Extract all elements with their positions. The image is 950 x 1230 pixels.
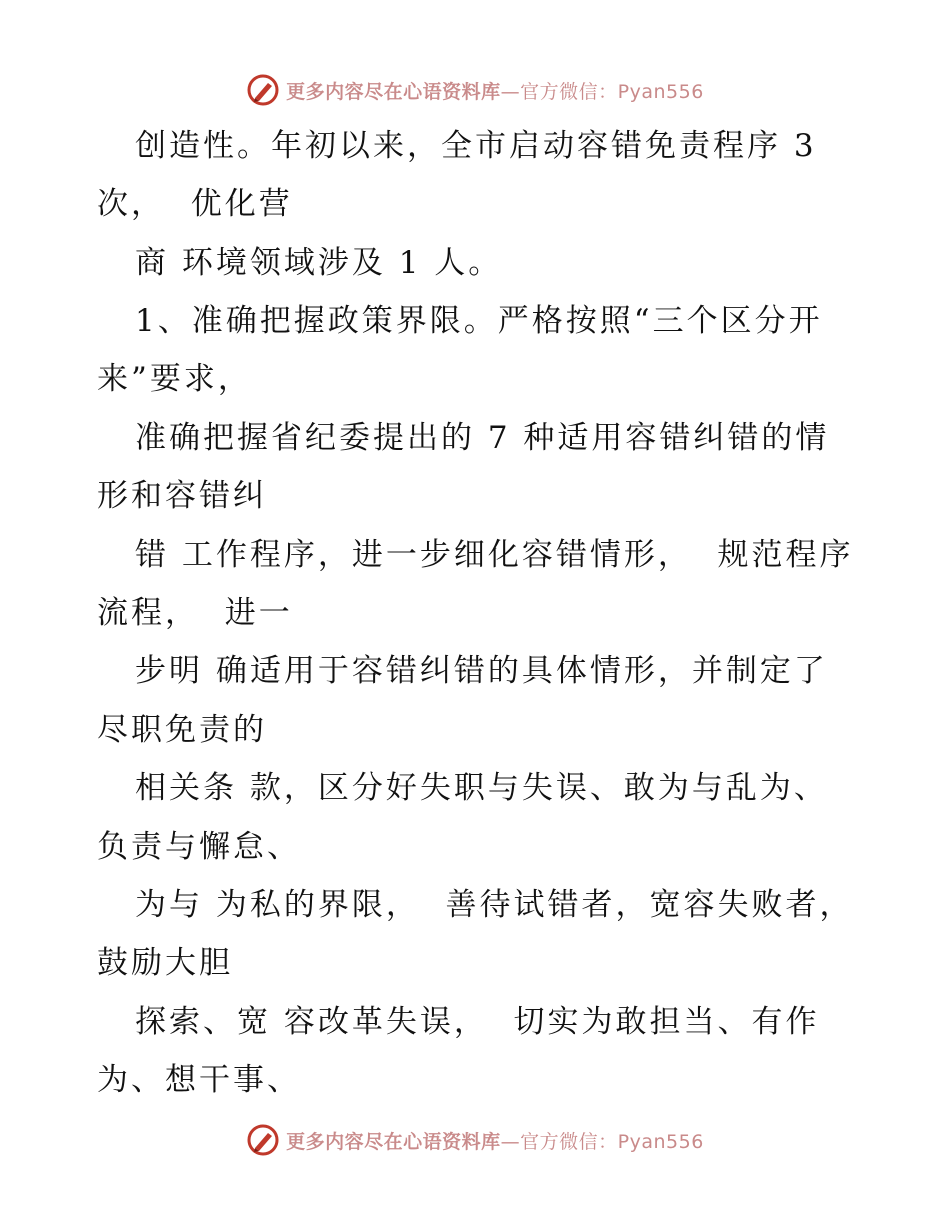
header-banner-wechat: 官方微信：Pyan556 — [520, 80, 704, 103]
footer-banner-text — [286, 1127, 704, 1154]
header-banner-main: 更多内容尽在心语资料库 — [286, 80, 501, 103]
pen-circle-logo-icon — [246, 1123, 280, 1157]
body-line: 为、想干事、 — [97, 1062, 301, 1098]
footer-banner-main: 更多内容尽在心语资料库 — [286, 1130, 501, 1153]
body-line: 负责与懈怠、 — [97, 829, 301, 865]
body-line: 准确把握省纪委提出的 7 种适用容错纠错的情 — [135, 420, 830, 456]
body-line: 尽职免责的 — [97, 712, 267, 748]
footer-banner — [0, 1120, 950, 1160]
body-line: 错 工作程序，进一步细化容错情形， 规范程序 — [135, 537, 854, 573]
body-line: 形和容错纠 — [97, 478, 267, 514]
footer-banner-sep: — — [500, 1130, 521, 1153]
header-banner-sep: — — [500, 80, 521, 103]
body-line: 为与 为私的界限， 善待试错者，宽容失败者， — [135, 887, 854, 923]
body-line: 鼓励大胆 — [97, 945, 233, 981]
body-line: 商 环境领域涉及 1 人。 — [135, 245, 503, 281]
body-line: 流程， 进一 — [97, 595, 293, 631]
body-line: 步明 确适用于容错纠错的具体情形，并制定了 — [135, 653, 828, 689]
body-line: 探索、宽 容改革失误， 切实为敢担当、有作 — [135, 1004, 820, 1040]
body-line: 相关条 款，区分好失职与失误、敢为与乱为、 — [135, 770, 828, 806]
header-banner-text — [286, 77, 704, 104]
footer-banner-wechat: 官方微信：Pyan556 — [520, 1130, 704, 1153]
pen-circle-logo-icon — [246, 73, 280, 107]
header-banner — [0, 70, 950, 110]
body-line: 来”要求， — [97, 361, 252, 397]
body-line: 次， 优化营 — [97, 186, 293, 222]
body-line: 1、准确把握政策界限。严格按照“三个区分开 — [135, 303, 823, 339]
body-line: 创造性。年初以来，全市启动容错免责程序 3 — [135, 128, 817, 164]
